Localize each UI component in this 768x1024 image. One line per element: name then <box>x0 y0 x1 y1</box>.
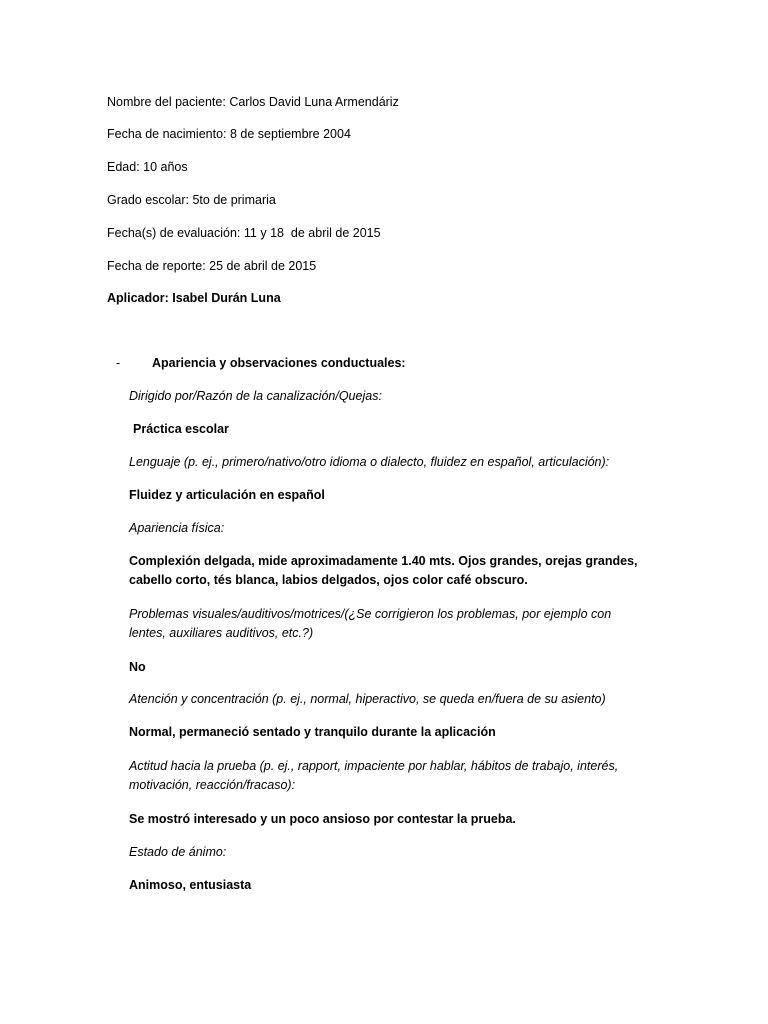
report-date-label: Fecha de reporte: <box>107 259 206 273</box>
report-date-line <box>107 258 316 274</box>
age-line <box>107 159 188 175</box>
evaluation-dates-value: 11 y 18 de abril de 2015 <box>243 226 381 240</box>
answer-test-attitude: Se mostró interesado y un poco ansioso por contestar la prueba. <box>129 812 516 826</box>
question-referral: Dirigido por/Razón de la canalización/Quejas: <box>129 389 382 403</box>
question-language: Lenguaje (p. ej., primero/nativo/otro idioma o dialecto, fluidez en español, articulación): <box>129 455 610 469</box>
applicator-label: Aplicador: <box>107 291 169 305</box>
question-attention: Atención y concentración (p. ej., normal, hiperactivo, se queda en/fuera de su asiento) <box>129 692 606 706</box>
birth-date-line <box>107 126 351 142</box>
answer-mood: Animoso, entusiasta <box>129 878 252 892</box>
section-bullet: - <box>116 356 121 370</box>
applicator-value: Isabel Durán Luna <box>172 291 281 305</box>
birth-date-label: Fecha de nacimiento: <box>107 127 227 141</box>
answer-attention: Normal, permaneció sentado y tranquilo durante la aplicación <box>129 725 496 739</box>
answer-physical-appearance: Complexión delgada, mide aproximadamente 1.40 mts. Ojos grandes, orejas grandes, cabello corto, tés blanca, labios delgados, ojos color café obscuro. <box>129 554 638 587</box>
section-title: Apariencia y observaciones conductuales: <box>152 356 406 370</box>
applicator-line <box>107 290 281 306</box>
section-heading <box>116 355 406 371</box>
age-value: 10 años <box>143 160 188 174</box>
report-date-value: 25 de abril de 2015 <box>209 259 317 273</box>
patient-name-label: Nombre del paciente: <box>107 95 226 109</box>
question-mood: Estado de ánimo: <box>129 845 227 859</box>
evaluation-dates-label: Fecha(s) de evaluación: <box>107 226 241 240</box>
grade-value: 5to de primaria <box>192 193 276 207</box>
birth-date-value: 8 de septiembre 2004 <box>230 127 351 141</box>
question-sensory-problems: Problemas visuales/auditivos/motrices/(¿Se corrigieron los problemas, por ejemplo con lentes, auxiliares auditivos, etc.?) <box>129 607 612 640</box>
age-label: Edad: <box>107 160 140 174</box>
grade-line <box>107 192 276 208</box>
evaluation-dates-line <box>107 225 381 241</box>
patient-name-line <box>107 94 399 110</box>
grade-label: Grado escolar: <box>107 193 189 207</box>
answer-sensory-problems: No <box>129 660 146 674</box>
question-test-attitude: Actitud hacia la prueba (p. ej., rapport, impaciente por hablar, hábitos de trabajo, interés, motivación, reacción/fracaso): <box>129 759 619 792</box>
answer-language: Fluidez y articulación en español <box>129 488 325 502</box>
question-physical-appearance: Apariencia física: <box>129 521 225 535</box>
answer-referral: Práctica escolar <box>133 422 229 436</box>
patient-name-value: Carlos David Luna Armendáriz <box>229 95 399 109</box>
